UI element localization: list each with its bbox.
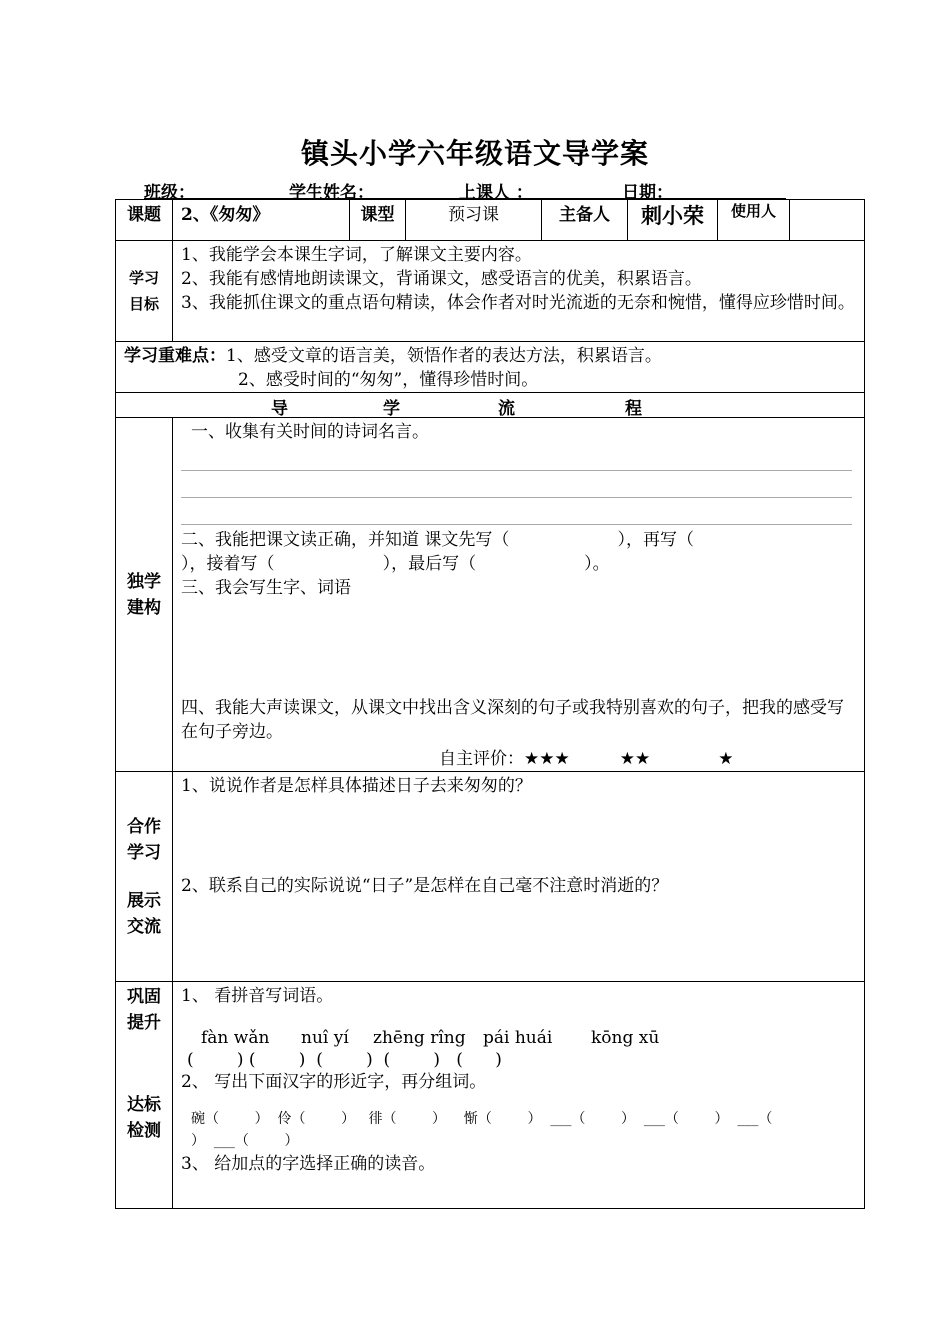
student-name-label: 学生姓名： [289, 183, 374, 203]
pinyin-word: pái huái [483, 1028, 553, 1048]
answer-line[interactable] [181, 471, 852, 498]
pinyin-word: kōng xū [591, 1028, 660, 1048]
answer-line[interactable] [181, 444, 852, 471]
question-3: 3、 给加点的字选择正确的读音。 [181, 1154, 436, 1174]
type-label: 课型 [350, 200, 406, 241]
user-value[interactable] [790, 200, 865, 241]
answer-line[interactable] [181, 498, 852, 525]
class-label: 班级： [144, 183, 195, 203]
pinyin-row [181, 1026, 858, 1050]
goal-item: 1、我能学会本课生字词，了解课文主要内容。 [181, 245, 532, 265]
key-points-label: 学习重难点： [124, 346, 226, 366]
header-row [116, 200, 865, 241]
key-points-row [116, 342, 865, 393]
consolidate-row [116, 982, 865, 1209]
two-stars-icon[interactable]: ★★ [619, 749, 651, 769]
pinyin-answer-brackets[interactable]: ( ) ( ) ( ) ( ) ( ) [187, 1050, 502, 1070]
preparer-value: 刺小荣 [628, 200, 718, 241]
topic-value: 2、《匆匆》 [173, 200, 350, 241]
info-line [144, 178, 786, 203]
independent-content [173, 418, 865, 772]
flow-heading: 导 学 流 程 [116, 393, 865, 418]
consolidate-content [173, 982, 865, 1209]
pinyin-word: zhēng rîng [373, 1028, 466, 1048]
preparer-label: 主备人 [542, 200, 628, 241]
goals-label: 学习 目标 [116, 241, 173, 342]
cooperate-row [116, 772, 865, 982]
date-label: 日期： [622, 183, 673, 203]
independent-label: 独学 建构 [116, 418, 173, 772]
question-2: 2、 写出下面汉字的形近字，再分组词。 [181, 1072, 487, 1092]
similar-chars-row[interactable]: ） ___（ ） [191, 1133, 299, 1149]
self-eval-label: 自主评价： [439, 749, 524, 769]
cooperate-content [173, 772, 865, 982]
goals-row [116, 241, 865, 342]
question-4: 四、我能大声读课文，从课文中找出含义深刻的句子或我特别喜欢的句子，把我的感受写在句子旁边。 [181, 698, 844, 742]
answer-space[interactable] [181, 798, 858, 874]
writing-space[interactable] [181, 600, 858, 696]
study-plan-table [115, 199, 865, 1209]
type-value: 预习课 [406, 200, 542, 241]
page-title: 镇头小学六年级语文导学案 [300, 137, 649, 170]
user-label: 使用人 [718, 200, 790, 241]
question-2: 2、联系自己的实际说说“日子”是怎样在自己毫不注意时消逝的？ [181, 876, 669, 896]
topic-label: 课题 [116, 200, 173, 241]
pinyin-word: nuî yí [301, 1028, 349, 1048]
self-evaluation [181, 747, 858, 771]
flow-heading-row [116, 393, 865, 418]
one-star-icon[interactable]: ★ [718, 749, 734, 769]
three-stars-icon[interactable]: ★★★ [524, 749, 570, 769]
key-point-item: 1、感受文章的语言美，领悟作者的表达方法，积累语言。 [226, 346, 662, 366]
question-2: 二、我能把课文读正确，并知道 课文先写（ ），再写（ ），接着写（ ），最后写（ ）。 [181, 530, 694, 574]
similar-chars-row[interactable]: 碗（ ） 伶（ ） 徘（ ） 惭（ ） ___（ ） ___（ ） ___（ [191, 1111, 773, 1127]
goal-item: 2、我能有感情地朗读课文，背诵课文，感受语言的优美，积累语言。 [181, 269, 702, 289]
key-points-content [116, 342, 865, 393]
question-1: 1、说说作者是怎样具体描述日子去来匆匆的？ [181, 776, 532, 796]
goal-item: 3、我能抓住课文的重点语句精读，体会作者对时光流逝的无奈和惋惜，懂得应珍惜时间。 [181, 293, 855, 313]
key-point-item: 2、感受时间的“匆匆”，懂得珍惜时间。 [238, 370, 539, 390]
cooperate-label: 合作 学习 展示 交流 [116, 772, 173, 982]
question-1: 一、收集有关时间的诗词名言。 [191, 422, 429, 442]
consolidate-label: 巩固 提升 达标 检测 [116, 982, 173, 1209]
goals-content [173, 241, 865, 342]
pinyin-word: fàn wǎn [201, 1028, 270, 1048]
independent-row [116, 418, 865, 772]
question-1: 1、 看拼音写词语。 [181, 986, 334, 1006]
teacher-label: 上课人 ： [459, 183, 533, 203]
question-3: 三、我会写生字、词语 [181, 578, 351, 598]
